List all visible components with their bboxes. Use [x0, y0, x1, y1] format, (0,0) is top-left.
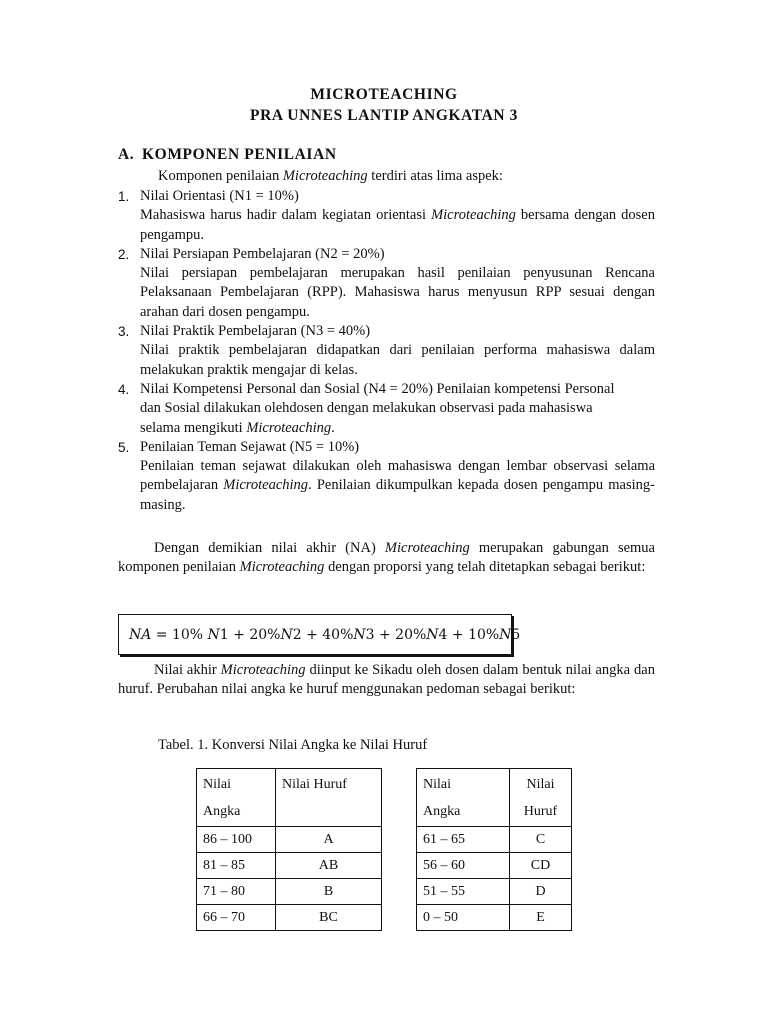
list-item [118, 438, 655, 515]
para-text: diinput ke Sikadu oleh dosen dalam bentuk nilai angka dan huruf. Perubahan nilai angka ke huruf menggunakan pedoman sebagai berikut: [118, 662, 655, 698]
item-body [140, 457, 655, 515]
item-line-italic: Microteaching [246, 419, 332, 436]
conversion-table-left [196, 768, 382, 931]
item-body-text-end: bersama dengan dosen pengampu. [140, 207, 655, 243]
list-item [118, 380, 655, 438]
section-heading [118, 146, 337, 164]
table-caption: Tabel. 1. Konversi Nilai Angka ke Nilai Huruf [158, 737, 428, 753]
item-heading: Nilai Persiapan Pembelajaran (N2 = 20%) [140, 245, 385, 262]
item-heading: Nilai Orientasi (N1 = 10%) [140, 188, 299, 204]
item-number: 4. [118, 381, 130, 397]
table-row [197, 853, 382, 879]
header-nilai-angka: Nilai Angka [417, 769, 510, 827]
item-line: dan Sosial dilakukan olehdosen dengan melakukan observasi pada mahasiswa [140, 400, 593, 417]
final-score-paragraph [118, 539, 655, 578]
item-body-text-end: . Penilaian dikumpulkan kepada dosen pengampu masing-masing. [140, 477, 655, 513]
cell-huruf: E [510, 905, 572, 931]
conversion-paragraph [118, 661, 655, 700]
cell-angka: 81 – 85 [197, 853, 276, 879]
formula-box [118, 614, 521, 655]
list-item [118, 187, 655, 245]
item-body: Nilai praktik pembelajaran didapatkan dari penilaian performa mahasiswa dalam melakukan praktik mengajar di kelas. [140, 342, 655, 378]
item-body [140, 206, 655, 245]
intro-sentence [158, 168, 503, 185]
item-body-text: Penilaian teman sejawat dilakukan oleh mahasiswa dengan lembar observasi selama pembelajaran [140, 458, 655, 494]
conversion-table-right [416, 768, 572, 931]
item-body-text: Mahasiswa harus hadir dalam kegiatan orientasi [140, 207, 432, 224]
item-number: 3. [118, 324, 130, 340]
section-title: KOMPONEN PENILAIAN [142, 146, 337, 163]
cell-huruf: BC [276, 905, 382, 931]
item-number: 1. [118, 189, 130, 204]
header-nilai-huruf: Nilai Huruf [276, 769, 382, 827]
para-italic: Microteaching [220, 662, 306, 678]
para-text: dengan proporsi yang telah ditetapkan sebagai berikut: [324, 559, 646, 576]
formula-text: 𝑁𝐴 = 10% 𝑁1 + 20%𝑁2 + 40%𝑁3 + 20%𝑁4 + 10%𝑁5 [129, 626, 521, 643]
cell-huruf: B [276, 879, 382, 905]
table-header-row [197, 769, 382, 827]
item-heading: Penilaian Teman Sejawat (N5 = 10%) [140, 438, 360, 455]
item-line-text: selama mengikuti [140, 419, 247, 436]
document-subtitle: PRA UNNES LANTIP ANGKATAN 3 [250, 107, 518, 124]
cell-angka: 86 – 100 [197, 827, 276, 853]
item-heading: Nilai Praktik Pembelajaran (N3 = 40%) [140, 323, 371, 340]
item-number: 5. [118, 439, 130, 455]
table-row [417, 905, 572, 931]
table-row [197, 905, 382, 931]
cell-angka: 51 – 55 [417, 879, 510, 905]
list-item [118, 245, 655, 322]
list-item [118, 322, 655, 380]
table-row [417, 879, 572, 905]
cell-angka: 66 – 70 [197, 905, 276, 931]
intro-italic: Microteaching [282, 168, 368, 184]
cell-huruf: D [510, 879, 572, 905]
table-row [417, 853, 572, 879]
intro-text: Komponen penilaian [158, 168, 283, 184]
table-row [417, 827, 572, 853]
table-row [197, 879, 382, 905]
item-number: 2. [118, 246, 130, 262]
assessment-list [118, 187, 655, 515]
cell-angka: 56 – 60 [417, 853, 510, 879]
para-italic: Microteaching [384, 540, 470, 556]
intro-text-end: terdiri atas lima aspek: [367, 168, 503, 184]
cell-huruf: C [510, 827, 572, 853]
cell-huruf: A [276, 827, 382, 853]
header-nilai-huruf: Nilai Huruf [510, 769, 572, 827]
cell-angka: 0 – 50 [417, 905, 510, 931]
cell-huruf: AB [276, 853, 382, 879]
item-body: Nilai persiapan pembelajaran merupakan hasil penilaian penyusunan Rencana Pelaksanaan Pembelajaran (RPP). Mahasiswa harus menyusun RPP sesuai dengan arahan dari dosen pengampu. [140, 265, 655, 320]
cell-huruf: CD [510, 853, 572, 879]
item-body-italic: Microteaching [223, 477, 309, 494]
cell-angka: 71 – 80 [197, 879, 276, 905]
item-body-italic: Microteaching [431, 207, 516, 224]
para-italic: Microteaching [239, 559, 325, 576]
item-line: Nilai Kompetensi Personal dan Sosial (N4 = 20%) Penilaian kompetensi Personal [140, 380, 615, 397]
item-line-text-end: . [331, 419, 335, 436]
para-text: merupakan gabungan semua komponen penilaian [118, 540, 655, 576]
document-title: MICROTEACHING [310, 86, 458, 103]
para-text: Nilai akhir [154, 662, 221, 678]
table-row [197, 827, 382, 853]
cell-angka: 61 – 65 [417, 827, 510, 853]
section-letter: A. [118, 146, 135, 163]
item-line [140, 419, 655, 438]
table-header-row [417, 769, 572, 827]
para-text: Dengan demikian nilai akhir (NA) [154, 540, 385, 556]
header-nilai-angka: Nilai Angka [197, 769, 276, 827]
